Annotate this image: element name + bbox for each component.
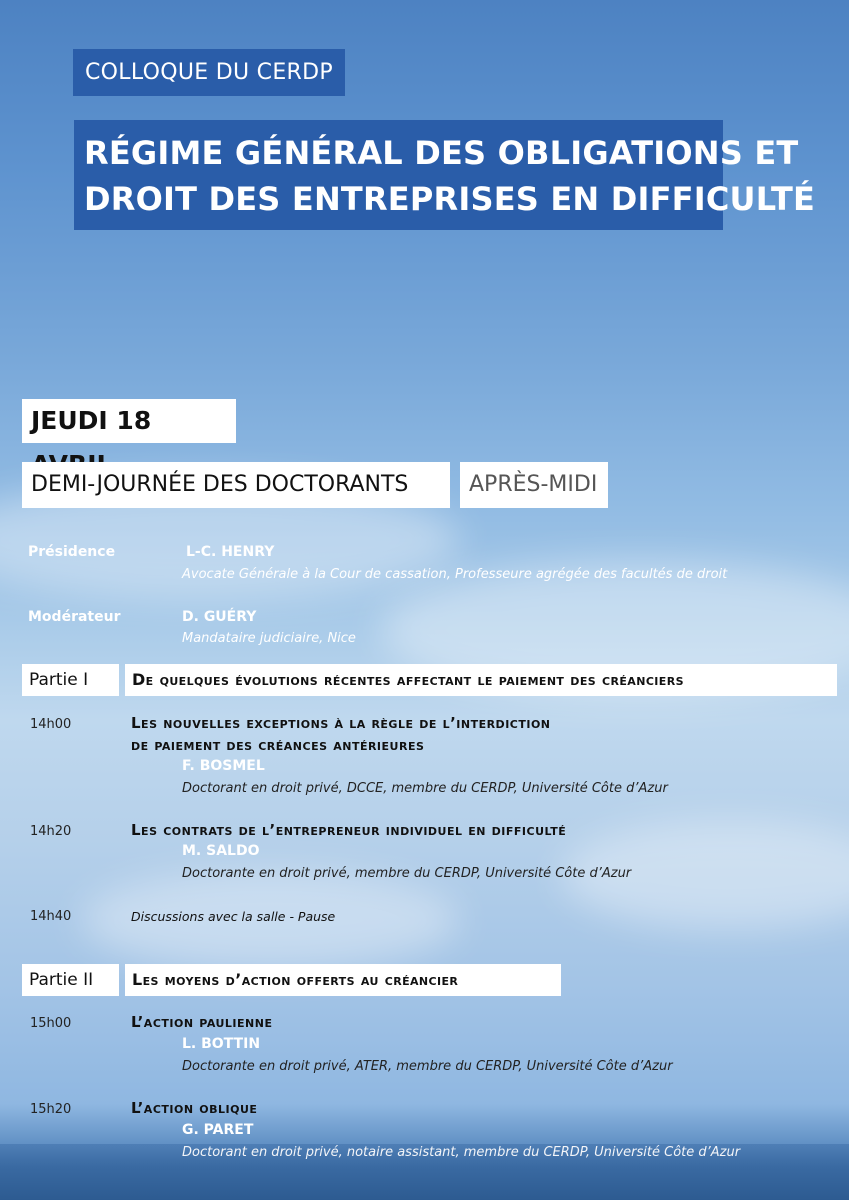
- moderateur-label: Modérateur: [28, 609, 121, 625]
- title-line-2: DROIT DES ENTREPRISES EN DIFFICULTÉ: [84, 180, 816, 218]
- partie-2-label: Partie II: [22, 964, 119, 996]
- speaker-name: M. SALDO: [182, 843, 260, 859]
- talk-time: 15h20: [30, 1102, 72, 1117]
- partie-1-label: Partie I: [22, 664, 119, 696]
- talk-time: 15h00: [30, 1016, 72, 1031]
- presidence-name: L-C. HENRY: [186, 544, 275, 560]
- talk-time: 14h20: [30, 824, 72, 839]
- presidence-desc: Avocate Générale à la Cour de cassation, Professeure agrégée des facultés de droit: [182, 567, 728, 582]
- speaker-desc: Doctorant en droit privé, notaire assistant, membre du CERDP, Université Côte d’Azur: [182, 1145, 741, 1160]
- talk-title-line-2: de paiement des créances antérieures: [131, 736, 425, 754]
- talk-title-line-1: L’action paulienne: [131, 1013, 273, 1031]
- discussion-time: 14h40: [30, 909, 72, 924]
- presidence-label: Présidence: [28, 544, 116, 560]
- speaker-name: L. BOTTIN: [182, 1036, 261, 1052]
- speaker-desc: Doctorante en droit privé, ATER, membre du CERDP, Université Côte d’Azur: [182, 1059, 673, 1074]
- colloque-tag: COLLOQUE DU CERDP: [73, 49, 345, 96]
- session-day: JEUDI 18: [22, 399, 236, 443]
- partie-2-title: Les moyens d’action offerts au créancier: [125, 964, 561, 996]
- title-line-1: RÉGIME GÉNÉRAL DES OBLIGATIONS ET: [84, 134, 799, 172]
- discussion-text: Discussions avec la salle - Pause: [131, 909, 336, 924]
- speaker-desc: Doctorante en droit privé, membre du CERDP, Université Côte d’Azur: [182, 866, 632, 881]
- talk-time: 14h00: [30, 717, 72, 732]
- event-title: [74, 120, 816, 230]
- speaker-name: F. BOSMEL: [182, 758, 265, 774]
- session-period: APRÈS-MIDI: [460, 462, 608, 508]
- moderateur-name: D. GUÉRY: [182, 609, 257, 625]
- speaker-desc: Doctorant en droit privé, DCCE, membre du CERDP, Université Côte d’Azur: [182, 781, 668, 796]
- session-label: DEMI-JOURNÉE DES DOCTORANTS: [22, 462, 450, 508]
- talk-title-line-1: Les nouvelles exceptions à la règle de l’interdiction: [131, 714, 551, 732]
- talk-title-line-1: Les contrats de l’entrepreneur individuel en difficulté: [131, 821, 567, 839]
- moderateur-desc: Mandataire judiciaire, Nice: [182, 631, 356, 646]
- talk-title-line-1: L’action oblique: [131, 1099, 258, 1117]
- speaker-name: G. PARET: [182, 1122, 254, 1138]
- partie-1-title: De quelques évolutions récentes affectant le paiement des créanciers: [125, 664, 837, 696]
